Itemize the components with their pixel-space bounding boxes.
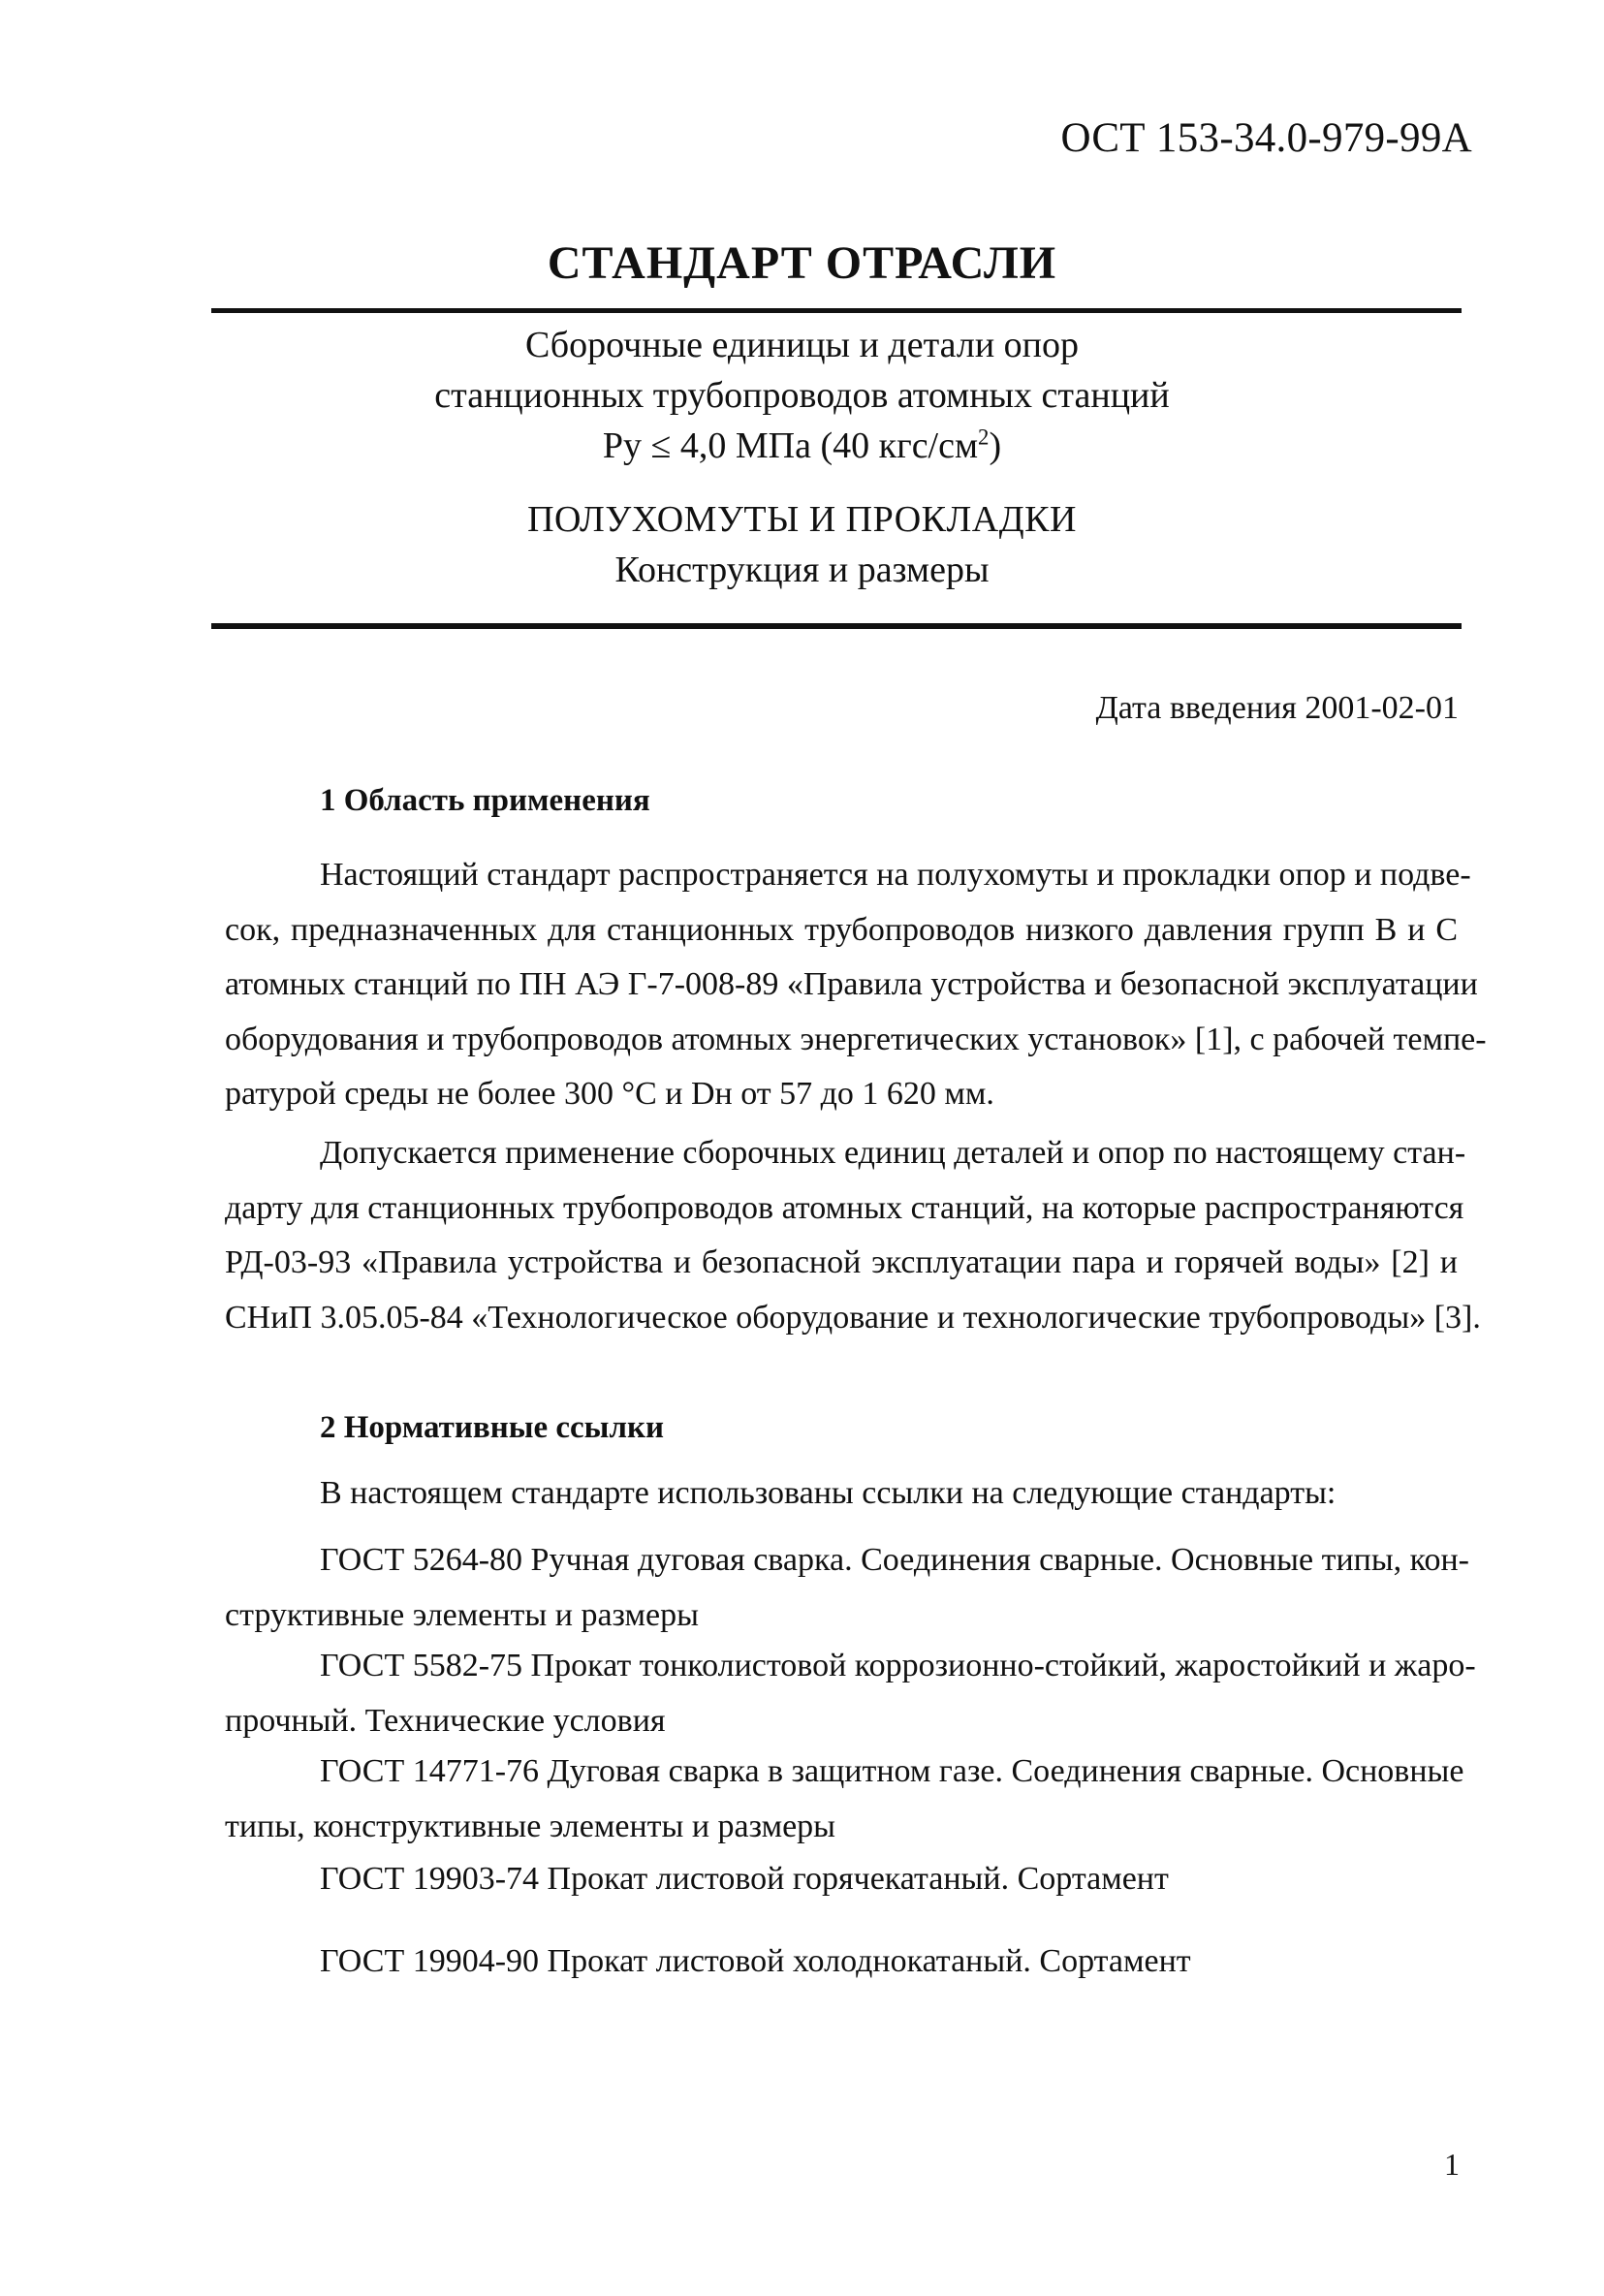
paragraph-line: дарту для станционных трубопроводов атомных станций, на которые распространяются (225, 1189, 1464, 1226)
reference-line: ГОСТ 19904-90 Прокат листовой холоднокатаный. Сортамент (320, 1943, 1191, 1979)
introduction-date: Дата введения 2001-02-01 (1095, 690, 1459, 726)
subtitle-line-1: Сборочные единицы и детали опор (524, 325, 1080, 365)
pressure-close: ) (989, 425, 1002, 466)
reference-item (225, 1934, 1458, 1989)
bottom-divider (211, 623, 1462, 629)
paragraph-line: Допускается применение сборочных единиц деталей и опор по настоящему стан- (320, 1135, 1466, 1171)
references-intro: В настоящем стандарте использованы ссылки на следующие стандарты: (320, 1475, 1337, 1511)
paragraph-line: Настоящий стандарт распространяется на полухомуты и прокладки опор и подве- (320, 857, 1471, 893)
page-number: 1 (1444, 2147, 1460, 2182)
reference-item (225, 1744, 1464, 1854)
reference-line: прочный. Технические условия (225, 1703, 666, 1739)
section-2-heading: 2 Нормативные ссылки (320, 1410, 664, 1445)
subtitle-line-2: станционных трубопроводов атомных станций (434, 375, 1170, 416)
subtitle-block (0, 320, 1604, 471)
paragraph-line: сок, предназначенных для станционных трубопроводов низкого давления групп В и С (225, 911, 1458, 948)
section-1-heading: 1 Область применения (320, 783, 650, 818)
subtitle-line-3 (0, 421, 1604, 471)
top-divider (211, 308, 1462, 313)
pressure-superscript: 2 (978, 425, 990, 450)
product-title: ПОЛУХОМУТЫ И ПРОКЛАДКИ (527, 499, 1077, 540)
paragraph-line: ратурой среды не более 300 °С и Dн от 57 до 1 620 мм. (225, 1076, 994, 1112)
section-1-paragraph-1 (225, 848, 1487, 1122)
standard-title: СТАНДАРТ ОТРАСЛИ (547, 237, 1057, 289)
paragraph-line: СНиП 3.05.05-84 «Технологическое оборудование и технологические трубопроводы» [3]. (225, 1299, 1481, 1336)
reference-item (225, 1532, 1469, 1643)
reference-line: ГОСТ 19903-74 Прокат листовой горячекатаный. Сортамент (320, 1861, 1169, 1897)
paragraph-line: оборудования и трубопроводов атомных энергетических установок» [1], с рабочей темпе- (225, 1021, 1487, 1057)
product-subtitle: Конструкция и размеры (614, 550, 990, 590)
paragraph-line: РД-03-93 «Правила устройства и безопасной эксплуатации пара и горячей воды» [2] и (225, 1244, 1458, 1280)
product-block (0, 494, 1604, 595)
reference-line: типы, конструктивные элементы и размеры (225, 1808, 836, 1844)
reference-item (225, 1638, 1476, 1748)
reference-line: ГОСТ 5582-75 Прокат тонколистовой коррозионно-стойкий, жаростойкий и жаро- (320, 1648, 1476, 1683)
section-1-paragraph-2 (225, 1126, 1481, 1345)
reference-line: ГОСТ 5264-80 Ручная дуговая сварка. Соединения сварные. Основные типы, кон- (320, 1542, 1469, 1578)
reference-line: ГОСТ 14771-76 Дуговая сварка в защитном газе. Соединения сварные. Основные (320, 1753, 1464, 1789)
pressure-text: Ру ≤ 4,0 МПа (40 кгс/см (602, 425, 979, 466)
reference-item (225, 1851, 1458, 1906)
paragraph-line: атомных станций по ПН АЭ Г-7-008-89 «Правила устройства и безопасной эксплуатации (225, 966, 1478, 1002)
reference-line: структивные элементы и размеры (225, 1597, 699, 1633)
document-code: ОСТ 153-34.0-979-99А (1060, 115, 1472, 161)
